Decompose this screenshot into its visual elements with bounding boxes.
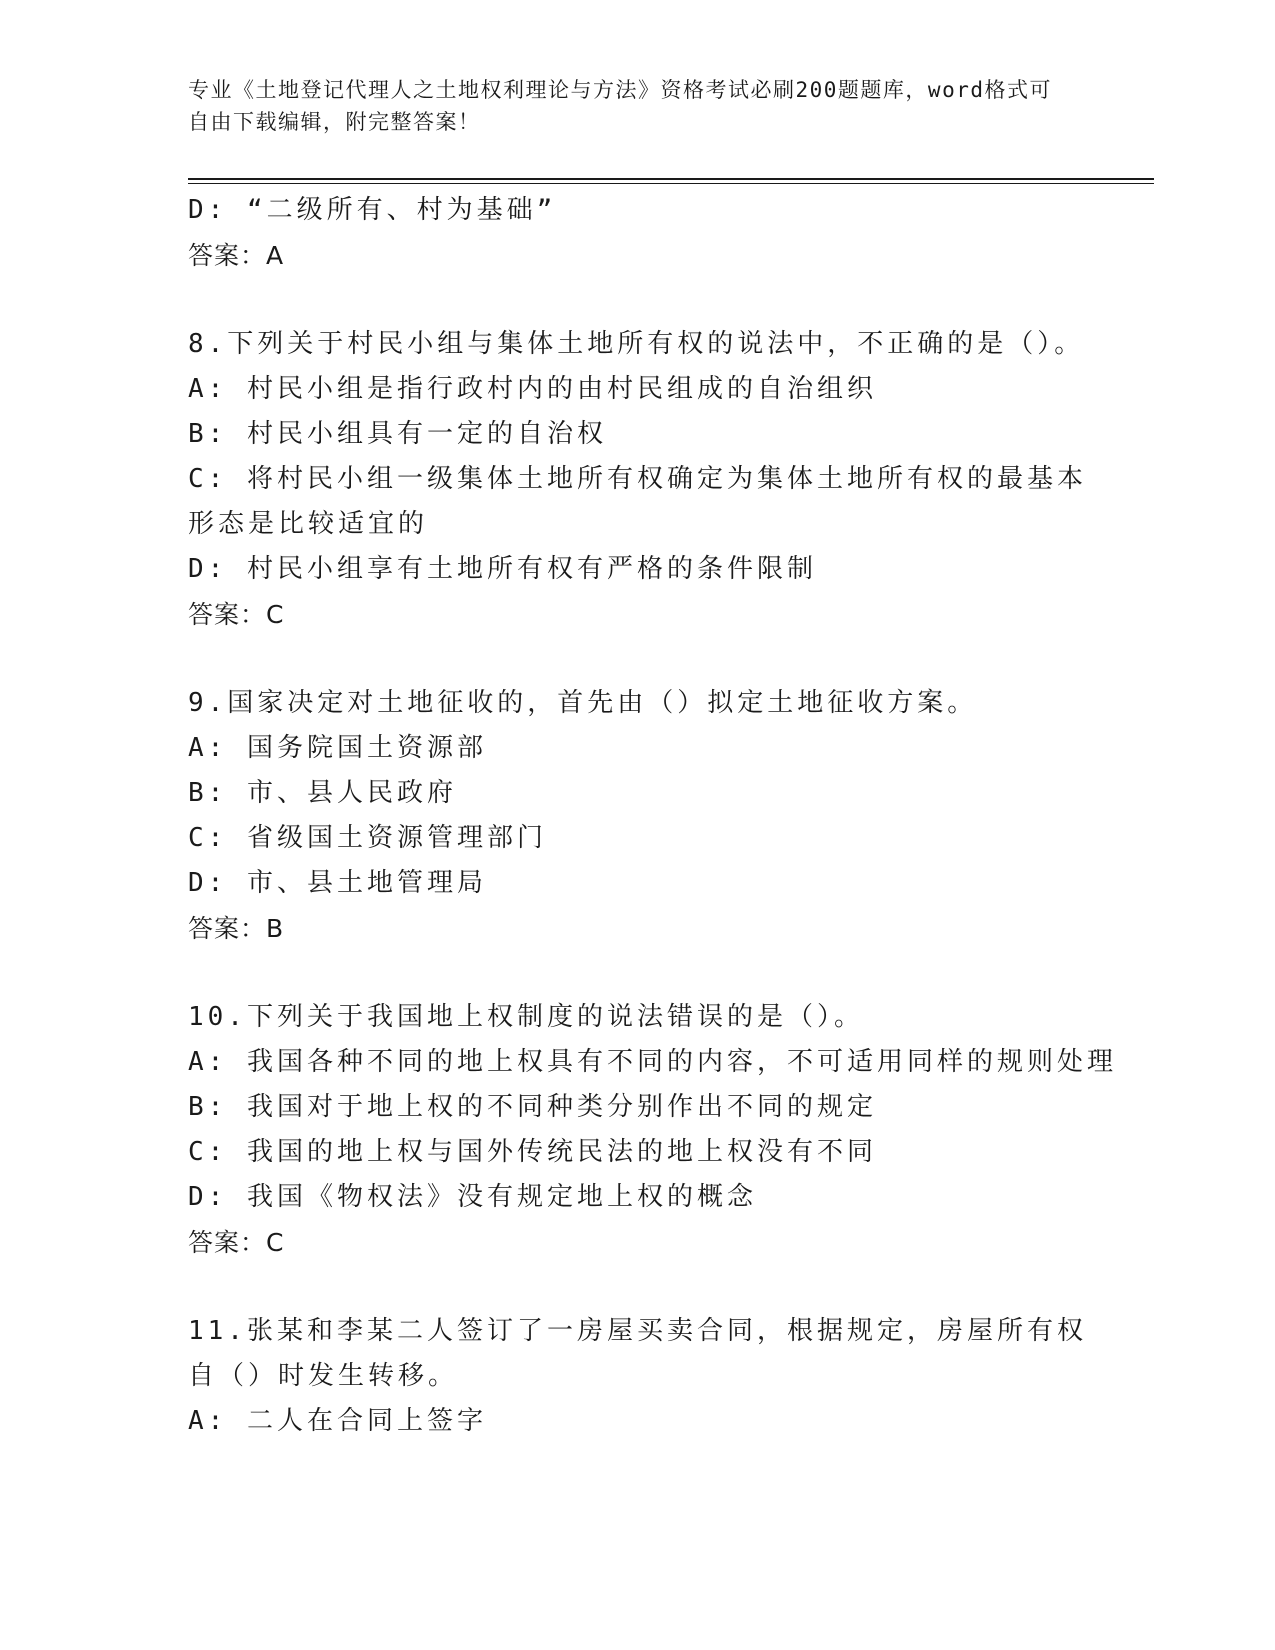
option-a: A: 我国各种不同的地上权具有不同的内容，不可适用同样的规则处理 xyxy=(188,1047,1117,1077)
header-divider-thin xyxy=(188,183,1154,184)
question-stem: 8.下列关于村民小组与集体土地所有权的说法中，不正确的是（）。 xyxy=(188,329,1085,359)
question-8 xyxy=(188,322,1088,637)
option-d: D: 我国《物权法》没有规定地上权的概念 xyxy=(188,1182,757,1212)
document-header: 专业《土地登记代理人之土地权利理论与方法》资格考试必刷200题题库，word格式可自由下载编辑，附完整答案！ xyxy=(188,78,1052,134)
option-a: A: 国务院国土资源部 xyxy=(188,733,487,763)
question-stem: 9.国家决定对土地征收的，首先由（）拟定土地征收方案。 xyxy=(188,688,978,718)
answer-label: 答案：A xyxy=(188,241,285,270)
option-a: A: 二人在合同上签字 xyxy=(188,1406,487,1436)
question-stem: 11.张某和李某二人签订了一房屋买卖合同，根据规定，房屋所有权自（）时发生转移。 xyxy=(188,1316,1087,1391)
answer-label: 答案：B xyxy=(188,914,285,943)
question-10 xyxy=(188,995,1117,1265)
option-c: C: 将村民小组一级集体土地所有权确定为集体土地所有权的最基本形态是比较适宜的 xyxy=(188,464,1087,539)
option-b: B: 我国对于地上权的不同种类分别作出不同的规定 xyxy=(188,1092,877,1122)
option-b: B: 市、县人民政府 xyxy=(188,778,457,808)
answer-label: 答案：C xyxy=(188,1228,285,1257)
option-b: B: 村民小组具有一定的自治权 xyxy=(188,419,607,449)
question-11 xyxy=(188,1309,1088,1444)
option-d: D: 村民小组享有土地所有权有严格的条件限制 xyxy=(188,554,817,584)
option-c: C: 我国的地上权与国外传统民法的地上权没有不同 xyxy=(188,1137,877,1167)
option-c: C: 省级国土资源管理部门 xyxy=(188,823,547,853)
question-stem: 10.下列关于我国地上权制度的说法错误的是（）。 xyxy=(188,1002,864,1032)
carryover-block xyxy=(188,188,1088,278)
option-d: D: “二级所有、村为基础” xyxy=(188,195,557,225)
question-content xyxy=(188,188,1117,1444)
header-divider-thick xyxy=(188,178,1154,180)
question-9 xyxy=(188,681,1088,951)
answer-label: 答案：C xyxy=(188,600,285,629)
option-a: A: 村民小组是指行政村内的由村民组成的自治组织 xyxy=(188,374,877,404)
option-d: D: 市、县土地管理局 xyxy=(188,868,487,898)
